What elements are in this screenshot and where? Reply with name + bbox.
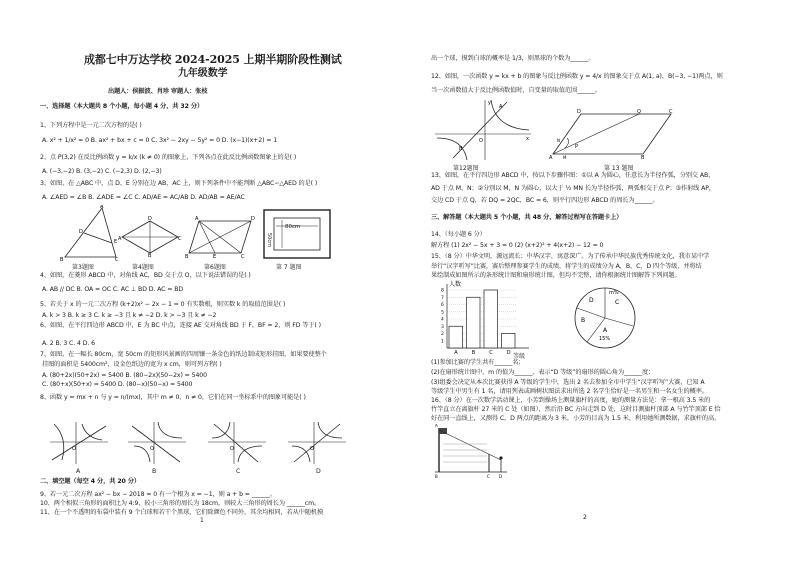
- question-10: 10、两个相似三角形的面积比为 4:9，较小三角形的周长为 18cm，则较大三角形的周长为 ______cm。: [40, 500, 321, 507]
- svg-text:Q: Q: [637, 109, 641, 115]
- figure-12-caption: 第12题图: [453, 165, 479, 172]
- bar-C: [484, 290, 498, 348]
- svg-text:B: B: [60, 257, 64, 261]
- graph-a: [50, 422, 108, 464]
- svg-text:C: C: [669, 109, 673, 115]
- question-13: 13、如图，在平行四边形 ABCD 中，按以下步骤作图：①以 A 为圆心，任意长为半径作弧，分别交 AB，: [431, 172, 715, 179]
- svg-text:B: B: [459, 146, 463, 152]
- svg-text:y: y: [488, 100, 491, 106]
- svg-text:A: A: [100, 205, 104, 210]
- svg-text:A: A: [118, 236, 122, 242]
- graph-c: [208, 422, 266, 464]
- question-6-options: A. 2 B. 3 C. 4 D. 6: [42, 340, 95, 347]
- graph-label-a: A: [76, 468, 81, 475]
- svg-text:O: O: [310, 446, 314, 452]
- question-3: 3、如图，在 △ABC 中，点 D、E 分别在边 AB，AC 上，则下列条件中不能判断 △ABC∽△AED 的是( ): [40, 180, 318, 187]
- question-7-options-ab: A. (80+2x)(50+2x) = 5400 B. (80−2x)(50−2x) = 5400: [42, 372, 207, 379]
- question-7-options-cd: C. (80+x)(50+x) = 5400 D. (80−x)(50−x) = 5400: [42, 381, 193, 388]
- exam-title: 成都七中万达学校 2024-2025 上期半期阶段性测试: [84, 53, 342, 66]
- exam-subtitle: 九年级数学: [178, 68, 228, 79]
- question-13-continued: AD 于点 M，N；②分别以 M，N 为圆心，以大于 ½ MN 长为半径作弧，两弧相交于点 P；③作射线 AP，: [431, 185, 715, 192]
- question-16-end: 好在同一直线上，又测得 C，D 两点的距离为 3 米，小芳的目高为 1.5 米，利用她所测数据，求旗杆的高。: [431, 415, 721, 422]
- question-15-part-3-continued: 等级学生中男生有 1 名，请用列表或画树状图法求出所选 2 名学生恰好是一名男生和一名女生的概率。: [431, 388, 708, 395]
- question-4-options: A. AB // DC B. OA = OC C. AC ⊥ BD D. AC = BD: [42, 286, 184, 293]
- svg-text:D: D: [499, 474, 503, 478]
- svg-text:A: A: [435, 424, 438, 428]
- question-11-continued: 出一个球，摸到白球的概率是 1/3，则黑球的个数为______。: [431, 55, 595, 62]
- figure-12-graph: [433, 98, 533, 162]
- figure-7-frame: [262, 208, 332, 260]
- svg-text:B: B: [148, 253, 152, 257]
- svg-text:A: A: [499, 104, 503, 110]
- pie-label-c: C: [615, 299, 620, 306]
- question-15-end: 果绘制成如图所示的条形统计图和扇形统计图，但均不完整，请你根据统计图解答下列问题。: [431, 272, 681, 279]
- section-2-header: 二、填空题（每空 4 分，共 20 分）: [40, 478, 140, 485]
- question-5: 5、若关于 x 的一元二次方程 (k+2)x² − 2x − 1 = 0 有实数根，则实数 k 的取值范围是( ): [40, 301, 286, 308]
- pie-label-b: B: [581, 317, 586, 324]
- bar-chart-y-title: 人数: [449, 281, 462, 288]
- question-15-part-2: (2)在扇形统计图中，m 的值为______，表示“D 等级”的扇形的圆心角为______度；: [431, 369, 655, 376]
- question-13-end: 交边 CD 于点 Q，若 DQ = 2QC，BC = 6，则平行四边形 ABCD 的周长为______。: [431, 197, 659, 204]
- pie-annotation-m: m%: [609, 290, 619, 296]
- figure-16-flagpole: [431, 424, 509, 478]
- svg-text:B: B: [435, 474, 438, 478]
- question-12: 12、如图，一次函数 y = kx + b 的图象与反比例函数 y = 4/x 的图象交于点 A(1, a)，B(−3, −1)两点，则: [431, 73, 723, 80]
- svg-text:D: D: [148, 216, 152, 222]
- section-3-header: 三、解答题（本大题共 5 个小题，共 48 分，解答过程写在答题卡上）: [431, 214, 623, 221]
- bar-A: [449, 326, 463, 348]
- svg-text:A: A: [195, 216, 199, 222]
- bar-chart-y-tick: 2: [441, 332, 444, 338]
- question-9: 9、若一元二次方程 ax² − bx − 2018 = 0 有一个根为 x = −1，则 a + b = ______。: [40, 491, 276, 498]
- svg-text:x: x: [526, 136, 529, 142]
- figure-6-caption: 第6题图: [204, 264, 226, 271]
- svg-text:M: M: [563, 155, 567, 160]
- pie-label-a: A: [603, 327, 608, 334]
- graph-d: [288, 422, 346, 464]
- question-1-options: A. x² + 1/x² = 0 B. ax² + bx + c = 0 C. 3x² − 2xy − 5y² = 0 D. (x−1)(x+2) = 1: [42, 137, 278, 144]
- pie-annotation-15: 15%: [599, 336, 611, 342]
- page-number-1: 1: [200, 517, 204, 524]
- exam-authors: 出题人：侯振波、肖珍 审题人：张枝: [108, 88, 208, 95]
- bar-category-label: C: [489, 350, 493, 356]
- bar-chart: [433, 280, 533, 358]
- graph-label-d: D: [316, 468, 321, 475]
- question-16-continued: 竹竿直立在离旗杆 27 米的 C 处（如图），然后沿 BC 方向走到 D 处，这时目测旗杆顶部 A 与竹竿顶部 E 恰: [431, 406, 721, 413]
- bar-chart-x-title: 等级: [513, 353, 526, 360]
- figure-4-caption: 第4题图: [132, 264, 154, 271]
- svg-text:E: E: [114, 239, 118, 245]
- bar-B: [467, 297, 481, 348]
- page-number-2: 2: [583, 514, 587, 521]
- bar-chart-y-tick: 8: [441, 288, 444, 294]
- figure-3-caption: 第3题图: [72, 264, 94, 271]
- svg-text:O: O: [230, 446, 234, 452]
- svg-text:O: O: [72, 446, 76, 452]
- question-16: 16、（8 分）在一次数学活动课上，小芳到操场上测量旗杆的高度，她的测量方法是：拿一根高 3.5 米的: [431, 397, 711, 404]
- question-3-options: A. ∠AED = ∠B B. ∠ADE = ∠C C. AD/AE = AC/AB D. AD/AB = AE/AC: [42, 194, 245, 201]
- svg-text:D: D: [251, 216, 255, 222]
- figure-7-width-label: 80cm: [285, 224, 301, 230]
- svg-text:D: D: [577, 109, 581, 115]
- svg-text:C: C: [178, 236, 182, 242]
- svg-text:A: A: [549, 155, 553, 160]
- question-2: 2、点 P(3,2) 在反比例函数 y = k/x (k ≠ 0) 的图象上，下列各点在此反比例函数图象上的是( ): [40, 154, 297, 161]
- figure-7-height-label: 50cm: [266, 233, 272, 247]
- question-2-options: A. (−3,−2) B. (3,−2) C. (−2,3) D. (2,−3): [42, 168, 162, 175]
- svg-text:N: N: [557, 138, 560, 143]
- question-6: 6、如图，在平行四边形 ABCD 中，E 为 BC 中点，连接 AE 交对角线 BD 于 F，BF = 2，则 FD 等于( ): [40, 322, 321, 329]
- bar-chart-y-tick: 5: [441, 310, 444, 316]
- bar-chart-y-tick: 1: [441, 339, 444, 345]
- svg-text:B: B: [641, 155, 645, 160]
- svg-text:O: O: [479, 138, 483, 144]
- figure-7-caption: 第 7 题图: [276, 264, 302, 271]
- pie-chart: [565, 282, 645, 354]
- pie-label-d: D: [589, 297, 594, 304]
- bar-category-label: B: [471, 350, 476, 356]
- svg-text:D: D: [79, 229, 83, 235]
- bar-chart-y-tick: 7: [441, 295, 444, 301]
- question-11: 11、在一个不透明的布袋中装有 9 个白球和若干个黑球，它们除颜色不同外，其余均相同，若从中随机摸: [40, 509, 324, 516]
- figure-4-rhombus: [118, 215, 182, 257]
- question-15-part-1: (1)参加比赛的学生共有______名；: [431, 359, 525, 366]
- question-8-graphs: [48, 420, 358, 466]
- bar-chart-y-tick: 6: [441, 303, 444, 309]
- question-1: 1、下列方程中是一元二次方程的是( ): [40, 122, 142, 129]
- graph-label-c: C: [236, 468, 241, 475]
- question-4: 4、如图，在菱形 ABCD 中，对角线 AC，BD 交于点 O，以下说法错误的是( ): [40, 272, 251, 279]
- svg-text:O: O: [150, 446, 154, 452]
- question-14: 14、（每小题 6 分）: [431, 231, 486, 238]
- bar-D: [502, 334, 516, 349]
- section-1-header: 一、选择题（本大题共 8 个小题，每小题 4 分，共 32 分）: [40, 103, 204, 110]
- figure-13-parallelogram: [547, 108, 677, 160]
- figure-6-parallelogram: [185, 215, 257, 259]
- question-14-equations: 解方程 (1) 2x² − 5x + 3 = 0 (2) (x+2)² + 4(x+2) − 12 = 0: [431, 242, 604, 249]
- bar-category-label: D: [506, 350, 511, 356]
- graph-b: [128, 422, 186, 464]
- svg-text:C: C: [487, 474, 490, 478]
- question-15: 15、（8 分）中华文明，源远流长；中华汉字，寓意深广。为了传承中华民族优秀传统文化，我市某中学: [431, 253, 710, 260]
- bar-chart-y-tick: 3: [441, 324, 444, 330]
- bar-category-label: A: [454, 350, 458, 356]
- svg-text:E: E: [213, 254, 217, 259]
- figure-3-triangle: [60, 205, 120, 261]
- exam-page-2: [397, 0, 794, 561]
- question-15-continued: 举行“汉字听写”比赛，赛后整理参赛学生的成绩，将学生的成绩分为 A，B，C，D 四个等级，并将结: [431, 263, 702, 270]
- bar-chart-y-tick: 4: [441, 317, 444, 323]
- question-8: 8、函数 y = mx + n 与 y = n/(mx)，其中 m ≠ 0，n ≠ 0，它们在同一坐标系中的图象可能是( ): [40, 394, 306, 401]
- svg-text:C: C: [115, 257, 119, 261]
- question-7: 7、如图，在一幅长 80cm，宽 50cm 的矩形风景画的四周镶一条金色的纸边制成矩形挂图，如果要使整个: [40, 351, 327, 358]
- svg-text:B: B: [185, 254, 189, 259]
- graph-label-b: B: [152, 468, 157, 475]
- question-5-options: A. k > 3 B. k ≥ 3 C. k ≥ −3 且 k ≠ −2 D. k > −3 且 k ≠ −2: [42, 312, 217, 319]
- question-7-continued: 挂图的面积是 5400cm²，设金色纸边的宽为 x cm，则可列方程( ): [42, 361, 222, 368]
- figure-13-caption: 第 13 题图: [604, 165, 634, 172]
- svg-text:P: P: [575, 144, 579, 150]
- question-12-continued: 当一次函数值大于反比例函数值时，自变量的取值范围______。: [431, 87, 602, 94]
- question-15-part-3: (3)组委会决定从本次比赛获得 A 等级的学生中，选出 2 名去参加全市中学生“汉字听写”大赛，已知 A: [431, 379, 705, 386]
- svg-text:C: C: [241, 254, 245, 259]
